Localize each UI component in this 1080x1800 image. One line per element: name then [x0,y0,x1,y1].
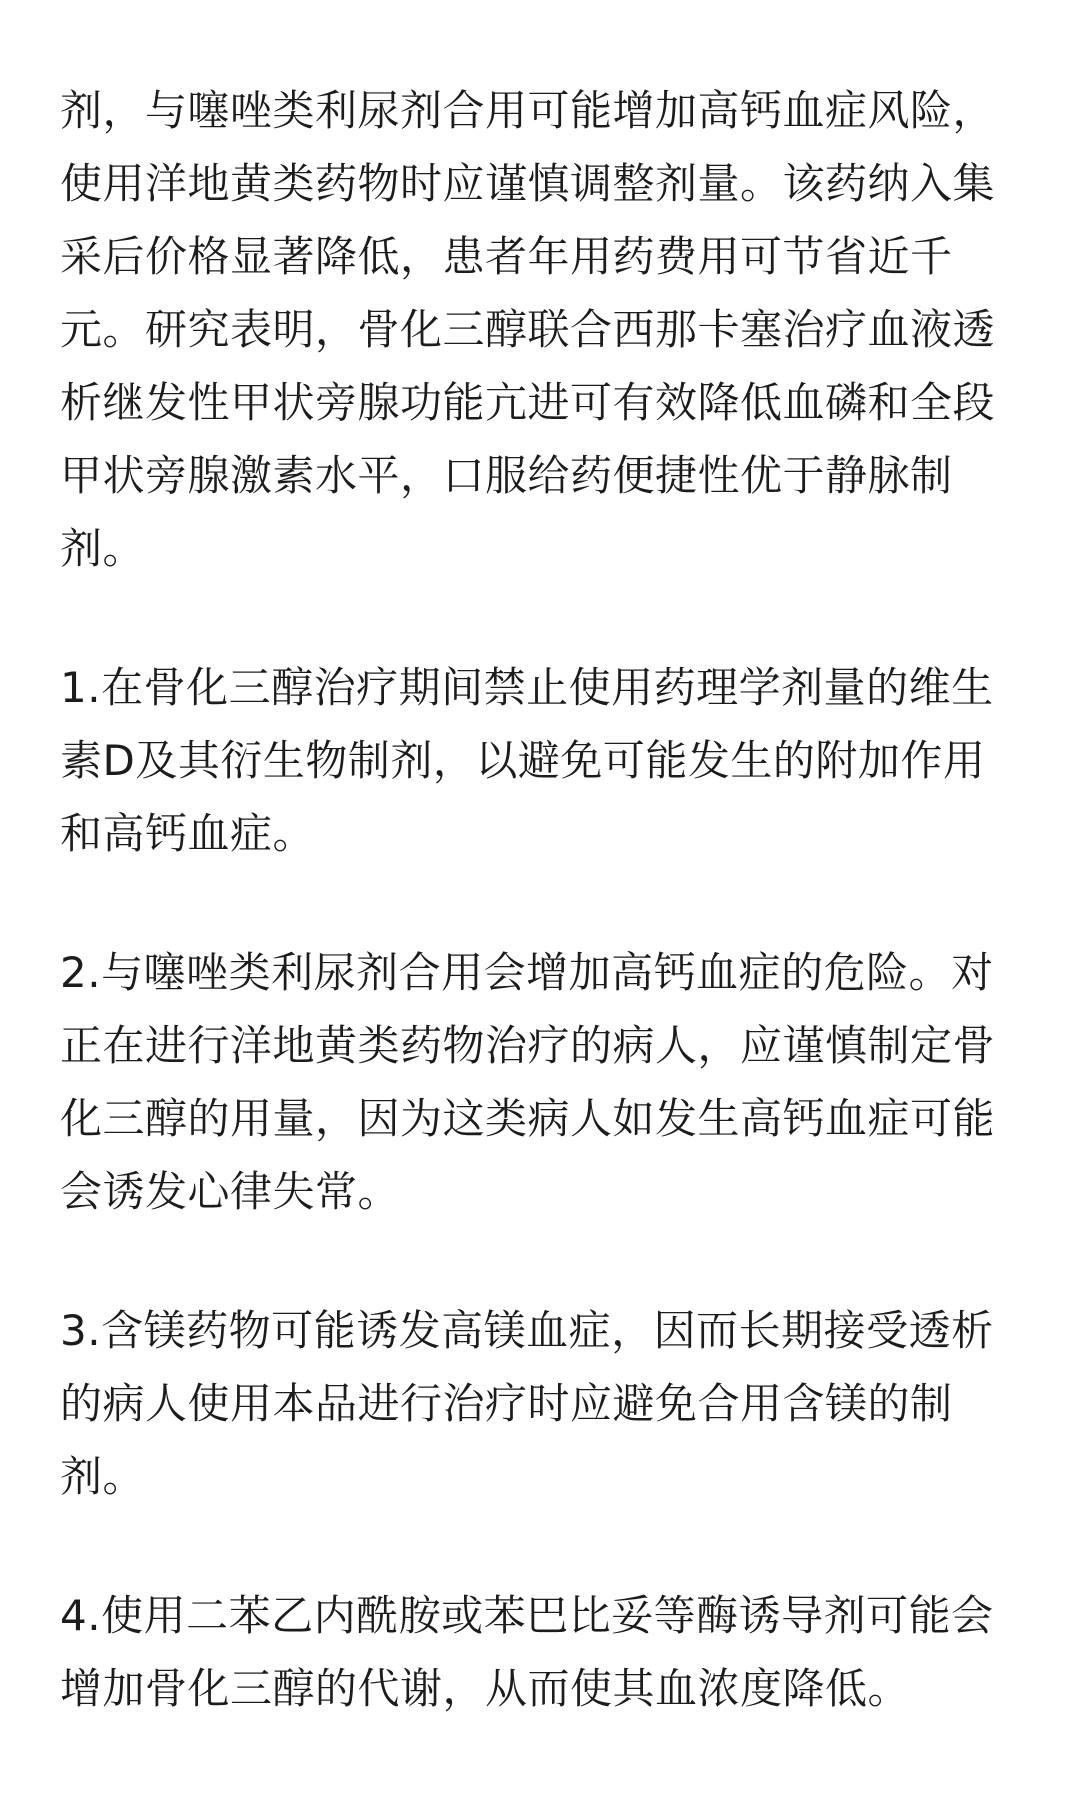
interaction-item-4: 4.使用二苯乙内酰胺或苯巴比妥等酶诱导剂可能会增加骨化三醇的代谢，从而使其血浓度降低。 [60,1591,994,1713]
interaction-item-2: 2.与噻唑类利尿剂合用会增加高钙血症的危险。对正在进行洋地黄类药物治疗的病人，应谨慎制定骨化三醇的用量，因为这类病人如发生高钙血症可能会诱发心律失常。 [60,948,996,1216]
interaction-item-1: 1.在骨化三醇治疗期间禁止使用药理学剂量的维生素D及其衍生物制剂，以避免可能发生的附加作用和高钙血症。 [60,663,994,858]
article-body [60,74,1022,1725]
intro-paragraph: 剂，与噻唑类利尿剂合用可能增加高钙血症风险，使用洋地黄类药物时应谨慎调整剂量。该药纳入集采后价格显著降低，患者年用药费用可节省近千元。研究表明，骨化三醇联合西那卡塞治疗血液透析继发性甲状旁腺功能亢进可有效降低血磷和全段甲状旁腺激素水平，口服给药便捷性优于静脉制剂。 [60,86,996,573]
interaction-item-3: 3.含镁药物可能诱发高镁血症，因而长期接受透析的病人使用本品进行治疗时应避免合用含镁的制剂。 [60,1306,994,1501]
